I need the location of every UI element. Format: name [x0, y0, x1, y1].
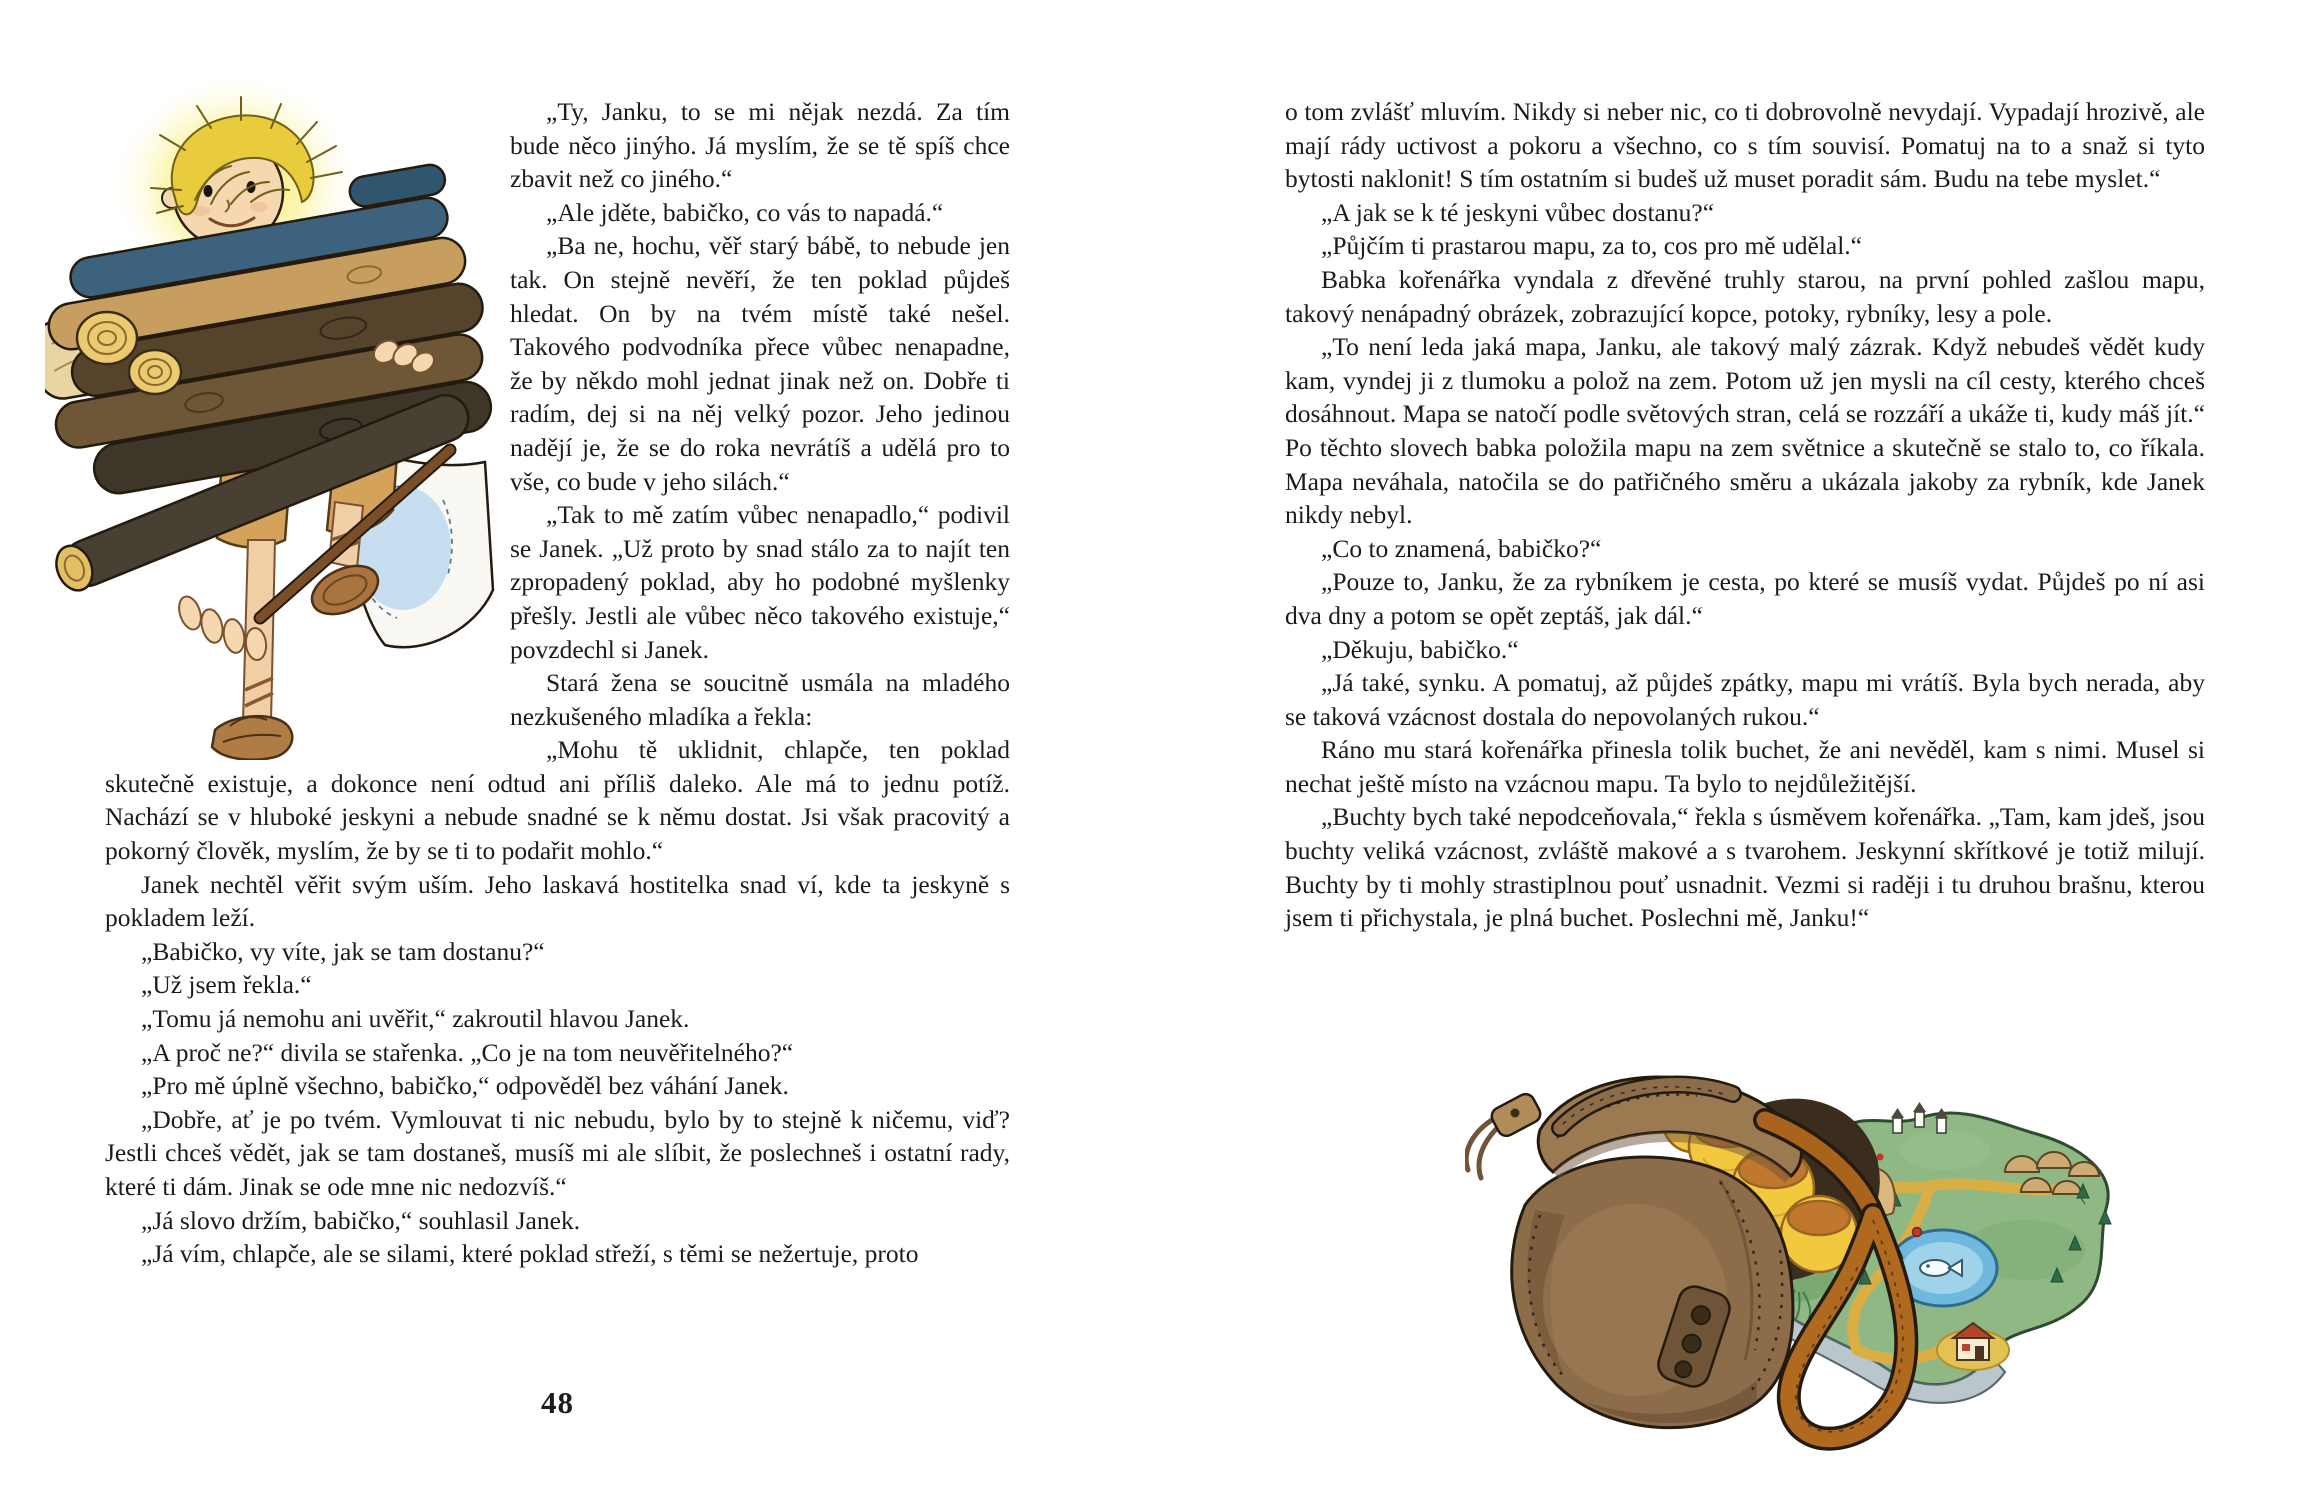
paragraph: „Já slovo držím, babičko,“ souhlasil Janek. [141, 1205, 581, 1235]
paragraph: „Tomu já nemohu ani uvěřit,“ zakroutil hlavou Janek. [141, 1004, 690, 1034]
left-sandal-icon [212, 716, 292, 760]
paragraph: „Ale jděte, babičko, co vás to napadá.“ [546, 197, 944, 227]
paragraph: „A proč ne?“ divila se stařenka. „Co je na tom neuvěřitelného?“ [141, 1037, 794, 1067]
paragraph: „Děkuju, babičko.“ [1321, 634, 1519, 664]
paragraph: „Buchty bych také nepodceňovala,“ řekla s úsměvem kořenářka. „Tam, kam jdeš, jsou buchty veliká vzácnost, zvláště makové a s tvarohem. Jeskynní skřítkové je totiž milují. Buchty by ti mohly strastiplnou pouť usnadnit. Vezmi si raději i tu druhou brašnu, kterou jsem ti přichystala, je plná buchet. Poslechni mě, Janku!“ [1285, 802, 2205, 933]
paragraph: Stará žena se soucitně usmála na mladého nezkušeného mladíka a řekla: [510, 668, 1010, 731]
paragraph: „Já také, synku. A pomatuj, až půjdeš zpátky, mapu mi vrátíš. Byla bych nerada, aby se taková vzácnost dostala do nepovolaných rukou.“ [1285, 668, 2205, 731]
paragraph: „Babičko, vy víte, jak se tam dostanu?“ [141, 936, 545, 966]
paragraph: Janek nechtěl věřit svým uším. Jeho laskavá hostitelka snad ví, kde ta jeskyně s pokladem leží. [105, 869, 1010, 933]
paragraph: „Už jsem řekla.“ [141, 970, 312, 1000]
page-right [1152, 0, 2304, 1506]
paragraph: o tom zvlášť mluvím. Nikdy si neber nic, co ti dobrovolně nevydají. Vypadají hrozivě, ale mají rády uctivost a pokoru a všechno, co s tím souvisí. Pomatuj na to a snaž si tyto bytosti naklonit! S tím ostatním si budeš už muset poradit sám. Budu na tebe myslet.“ [1285, 97, 2205, 194]
paragraph: „Ba ne, hochu, věř starý bábě, to nebude jen tak. On stejně nevěří, že ten poklad půjdeš hledat. On by na tvém místě také nešel. Takového podvodníka přece vůbec nenapadne, že by někdo mohl jednat jinak než on. Dobře ti radím, dej si na něj velký pozor. Jeho jedinou nadějí je, že se do roka nevrátíš a udělá pro to vše, co bude v jeho silách.“ [510, 231, 1010, 496]
paragraph: „Dobře, ať je po tvém. Vymlouvat ti nic nebudu, bylo by to stejně k ničemu, viď? Jestli chceš vědět, jak se tam dostaneš, musíš mi ale slíbit, že poslechneš i ostatní rady, které ti dám. Jinak se ode mne nic nedozvíš.“ [105, 1104, 1010, 1201]
paragraph: „A jak se k té jeskyni vůbec dostanu?“ [1321, 197, 1715, 227]
paragraph: „Pouze to, Janku, že za rybníkem je cesta, po které se musíš vydat. Půjdeš po ní asi dva dny a potom se opět zeptáš, jak dál.“ [1285, 567, 2205, 630]
paragraph: Ráno mu stará kořenářka přinesla tolik buchet, že ani nevěděl, kam s nimi. Musel si nechat ještě místo na vzácnou mapu. Ta bylo to nejdůležitější. [1285, 735, 2205, 798]
paragraph: „Tak to mě zatím vůbec nenapadlo,“ podivil se Janek. „Už proto by snad stálo za to najít ten zpropadený poklad, aby ho podobné myšlenky přešly. Jestli ale vůbec něco takového existuje,“ povzdechl si Janek. [510, 500, 1010, 664]
paragraph: „Co to znamená, babičko?“ [1321, 533, 1602, 563]
paragraph: „Půjčím ti prastarou mapu, za to, cos pro mě udělal.“ [1321, 231, 1863, 261]
right-page-paragraphs [1285, 95, 2205, 935]
paragraph: „Ty, Janku, to se mi nějak nezdá. Za tím bude něco jinýho. Já myslím, že se tě spíš chce zbavit než co jiného.“ [510, 97, 1010, 194]
page-number: 48 [541, 1385, 574, 1420]
boy-firewood-svg [45, 70, 495, 760]
left-page-text [105, 95, 1010, 1271]
satchel-map-svg [1465, 1000, 2130, 1455]
paragraph: „Já vím, chlapče, ale se silami, které poklad střeží, s těmi se nežertuje, proto [141, 1239, 919, 1269]
satchel [1466, 1062, 1916, 1439]
paragraph: „Mohu tě uklidnit, chlapče, ten poklad skutečně existuje, a dokonce není odtud ani příliš daleko. Ale má to jednu potíž. Nachází se v hluboké jeskyni a nebude snadné se k němu dostat. Jsi však pracovitý a pokorný člověk, myslím, že by se ti to podařit mohlo.“ [105, 735, 1010, 866]
paragraph: Babka kořenářka vyndala z dřevěné truhly starou, na první pohled zašlou mapu, takový nenápadný obrázek, zobrazující kopce, potoky, rybníky, lesy a pole. [1285, 264, 2205, 328]
paragraph: „To není leda jaká mapa, Janku, ale takový malý zázrak. Když nebudeš vědět kudy kam, vyndej ji z tlumoku a polož na zem. Potom už jen mysli na cíl cesty, kterého chceš dosáhnout. Mapa se natočí podle světových stran, celá se rozzáří a ukáže ti, kudy máš jít.“ Po těchto slovech babka položila mapu na zem světnice a skutečně se stalo to, co říkala. Mapa neváhala, natočila se do patřičného směru a ukázala jakoby za rybník, kde Janek nikdy nebyl. [1285, 332, 2205, 530]
satchel-tie [1466, 1091, 1543, 1178]
right-page-text [1285, 95, 2205, 935]
satchel-map-illustration [1465, 1000, 2130, 1455]
paragraph: „Pro mě úplně všechno, babičko,“ odpověděl bez váhání Janek. [141, 1071, 789, 1101]
boy-firewood-illustration [45, 70, 495, 760]
